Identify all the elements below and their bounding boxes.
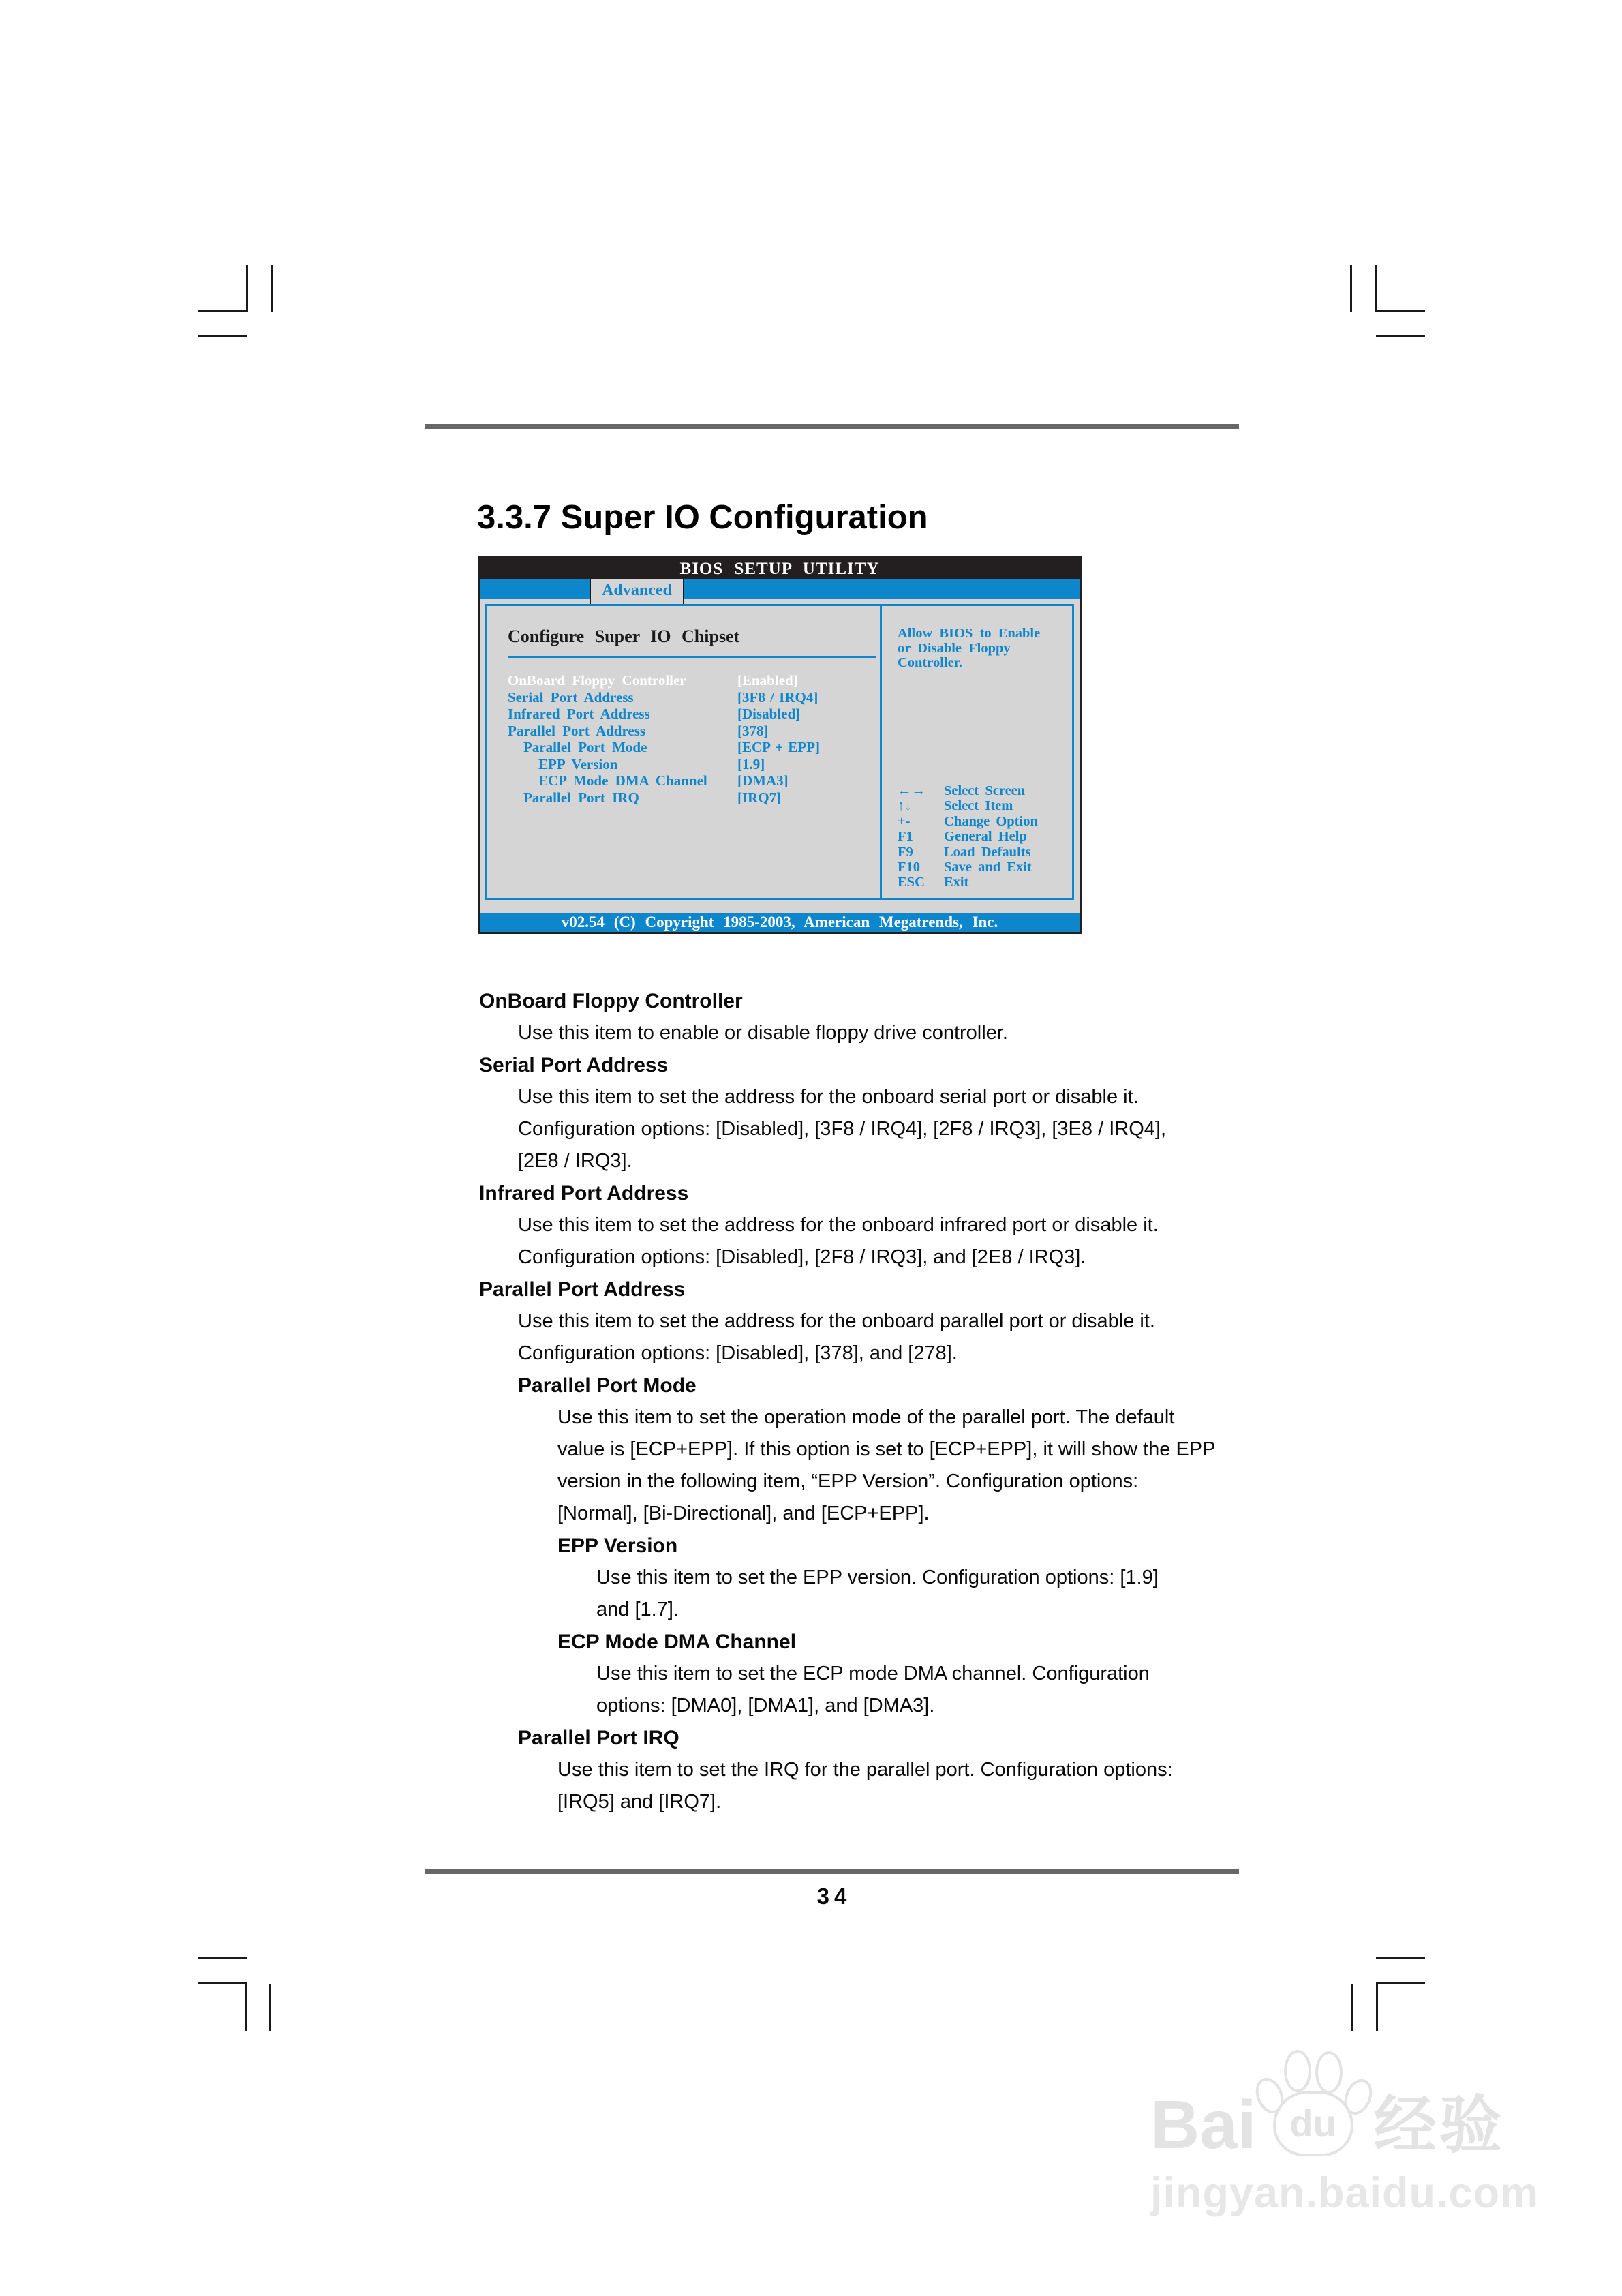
doc-section-heading: ECP Mode DMA Channel <box>557 1631 797 1653</box>
bios-item-value: [Enabled] <box>737 672 798 689</box>
doc-section-lines <box>479 1017 1331 1049</box>
doc-text-line: Use this item to set the address for the onboard serial port or disable it. <box>518 1086 1139 1108</box>
page-number: 34 <box>816 1884 852 1909</box>
doc-section-lines <box>479 1209 1331 1273</box>
section-title: 3.3.7 Super IO Configuration <box>477 499 928 536</box>
bios-item-value: [1.9] <box>737 755 765 772</box>
crop-mark-top-right-v2 <box>1375 265 1377 312</box>
crop-mark-bottom-left-v2 <box>269 1984 271 2031</box>
doc-section <box>479 1530 1331 1626</box>
doc-text-line: Use this item to set the IRQ for the parallel port. Configuration options: <box>557 1759 1173 1781</box>
bios-item-value: [378] <box>737 722 769 739</box>
key-legend-row <box>898 783 1038 798</box>
doc-section <box>479 1626 1331 1722</box>
crop-mark-bottom-left-h2 <box>198 1982 247 1984</box>
bios-item-label: Parallel Port IRQ <box>523 789 639 806</box>
key-legend <box>898 783 1038 890</box>
doc-text-line: Use this item to enable or disable floppy drive controller. <box>518 1022 1008 1044</box>
key-action: Change Option <box>944 813 1038 829</box>
bios-item-label: ECP Mode DMA Channel <box>538 772 707 789</box>
doc-section-lines <box>479 1754 1331 1818</box>
baidu-logo-du: du <box>1289 2102 1336 2145</box>
crop-mark-top-right-v1 <box>1350 265 1352 312</box>
crop-mark-bottom-left-v1 <box>245 1984 247 2031</box>
key-legend-row <box>898 798 1038 813</box>
doc-section <box>479 1177 1331 1273</box>
crop-mark-top-left-h2 <box>198 335 247 337</box>
bios-item-label: Infrared Port Address <box>508 706 650 722</box>
doc-section <box>479 985 1331 1049</box>
doc-text-line: version in the following item, “EPP Version”. Configuration options: <box>557 1470 1139 1492</box>
bios-item <box>508 706 873 723</box>
key-name: F10 <box>898 859 921 875</box>
bios-tabbar <box>480 579 1080 599</box>
help-text-line: Allow BIOS to Enable <box>898 626 1041 641</box>
key-action: Select Item <box>944 798 1013 814</box>
doc-section <box>479 1722 1331 1818</box>
doc-section-lines <box>479 1305 1331 1370</box>
bios-screenshot <box>478 556 1082 934</box>
bios-item <box>508 739 873 756</box>
doc-text-line: Configuration options: [Disabled], [378], and [278]. <box>518 1342 958 1364</box>
doc-text-line: Use this item to set the address for the onboard infrared port or disable it. <box>518 1214 1159 1236</box>
doc-section-heading: OnBoard Floppy Controller <box>479 990 743 1012</box>
top-rule <box>425 424 1239 429</box>
key-name: F1 <box>898 829 913 845</box>
doc-section-heading: Infrared Port Address <box>479 1182 689 1205</box>
item-help-text <box>898 626 1040 671</box>
doc-section-heading: Serial Port Address <box>479 1054 669 1076</box>
baidu-paw-icon <box>1257 2049 1374 2159</box>
bios-item <box>508 689 873 706</box>
baidu-watermark <box>1150 2049 1539 2218</box>
panel-heading-rule <box>508 656 876 658</box>
crop-mark-top-left-v2 <box>271 265 273 312</box>
key-action: Load Defaults <box>944 844 1031 860</box>
bios-item-value: [3F8 / IRQ4] <box>737 689 818 706</box>
crop-mark-bottom-right-v2 <box>1376 1984 1378 2031</box>
key-action: Save and Exit <box>944 859 1032 875</box>
doc-text-line: Use this item to set the address for the onboard parallel port or disable it. <box>518 1310 1155 1332</box>
doc-text-line: [IRQ5] and [IRQ7]. <box>557 1791 722 1813</box>
doc-section <box>479 1370 1331 1530</box>
key-action: Exit <box>944 875 969 890</box>
bios-item <box>508 723 873 740</box>
doc-text-line: Use this item to set the EPP version. Configuration options: [1.9] <box>596 1567 1159 1588</box>
key-legend-row <box>898 860 1038 875</box>
baidu-logo-bai: Bai <box>1150 2087 1257 2163</box>
document-body <box>479 985 1331 1818</box>
doc-text-line: value is [ECP+EPP]. If this option is set to [ECP+EPP], it will show the EPP <box>557 1438 1216 1460</box>
key-name: ↑↓ <box>898 798 912 814</box>
bios-item <box>508 672 873 689</box>
doc-section-lines <box>479 1658 1331 1722</box>
doc-text-line: Configuration options: [Disabled], [3F8 / IRQ4], [2F8 / IRQ3], [3E8 / IRQ4], <box>518 1118 1166 1140</box>
bios-right-panel <box>882 606 1072 898</box>
bottom-rule <box>425 1869 1239 1874</box>
bios-item <box>508 772 873 789</box>
bios-item-list <box>508 672 873 806</box>
key-legend-row <box>898 845 1038 860</box>
bios-item-value: [DMA3] <box>737 772 789 789</box>
baidu-logo <box>1150 2049 1539 2163</box>
doc-section-heading: EPP Version <box>557 1535 678 1557</box>
bios-item-value: [IRQ7] <box>737 789 782 806</box>
doc-text-line: Use this item to set the operation mode of the parallel port. The default <box>557 1406 1175 1428</box>
key-name: ESC <box>898 875 925 890</box>
bios-item-value: [Disabled] <box>737 706 801 722</box>
doc-section <box>479 1273 1331 1370</box>
help-text-line: Controller. <box>898 655 963 670</box>
key-action: General Help <box>944 829 1027 845</box>
key-name: +- <box>898 813 911 829</box>
doc-section-heading: Parallel Port Mode <box>518 1374 697 1397</box>
bios-item-label: Serial Port Address <box>508 689 634 706</box>
crop-mark-top-left-h1 <box>198 310 247 312</box>
bios-left-panel <box>487 606 880 898</box>
crop-mark-bottom-left-h1 <box>198 1957 247 1959</box>
crop-mark-top-right-h2 <box>1376 335 1425 337</box>
key-legend-row <box>898 814 1038 829</box>
bios-item-label: EPP Version <box>538 755 618 772</box>
baidu-jingyan-cn: 经验 <box>1373 2091 1505 2161</box>
doc-section <box>479 1049 1331 1177</box>
doc-text-line: [Normal], [Bi-Directional], and [ECP+EPP]. <box>557 1502 930 1524</box>
doc-text-line: [2E8 / IRQ3]. <box>518 1150 632 1172</box>
bios-main <box>485 604 1074 900</box>
doc-text-line: and [1.7]. <box>596 1599 679 1620</box>
crop-mark-bottom-right-h2 <box>1376 1982 1425 1984</box>
doc-section-lines <box>479 1562 1331 1626</box>
key-name: ←→ <box>898 783 925 798</box>
doc-section-heading: Parallel Port Address <box>479 1278 686 1301</box>
bios-item <box>508 756 873 773</box>
bios-footer: v02.54 (C) Copyright 1985-2003, American Megatrends, Inc. <box>480 913 1080 932</box>
key-action: Select Screen <box>944 783 1026 798</box>
crop-mark-bottom-right-v1 <box>1351 1984 1353 2031</box>
panel-heading: Configure Super IO Chipset <box>508 626 740 646</box>
key-legend-row <box>898 875 1038 890</box>
crop-mark-top-right-h1 <box>1376 310 1425 312</box>
key-name: F9 <box>898 844 913 860</box>
crop-mark-top-left-v1 <box>246 265 248 312</box>
help-text-line: or Disable Floppy <box>898 640 1011 656</box>
bios-titlebar: BIOS SETUP UTILITY <box>480 558 1080 579</box>
bios-item-label: Parallel Port Mode <box>523 739 647 755</box>
bios-item-label: OnBoard Floppy Controller <box>508 672 686 689</box>
baidu-watermark-url: jingyan.baidu.com <box>1150 2169 1540 2217</box>
doc-text-line: options: [DMA0], [DMA1], and [DMA3]. <box>596 1695 935 1717</box>
bios-item-value: [ECP + EPP] <box>737 739 820 755</box>
doc-section-heading: Parallel Port IRQ <box>518 1727 679 1749</box>
tab-advanced: Advanced <box>590 579 684 604</box>
bios-item <box>508 789 873 806</box>
bios-item-label: Parallel Port Address <box>508 722 646 739</box>
doc-section-lines <box>479 1402 1331 1530</box>
key-legend-row <box>898 829 1038 844</box>
crop-mark-bottom-right-h1 <box>1376 1957 1425 1959</box>
doc-text-line: Use this item to set the ECP mode DMA channel. Configuration <box>596 1663 1150 1685</box>
doc-section-lines <box>479 1081 1331 1177</box>
doc-text-line: Configuration options: [Disabled], [2F8 / IRQ3], and [2E8 / IRQ3]. <box>518 1246 1086 1268</box>
